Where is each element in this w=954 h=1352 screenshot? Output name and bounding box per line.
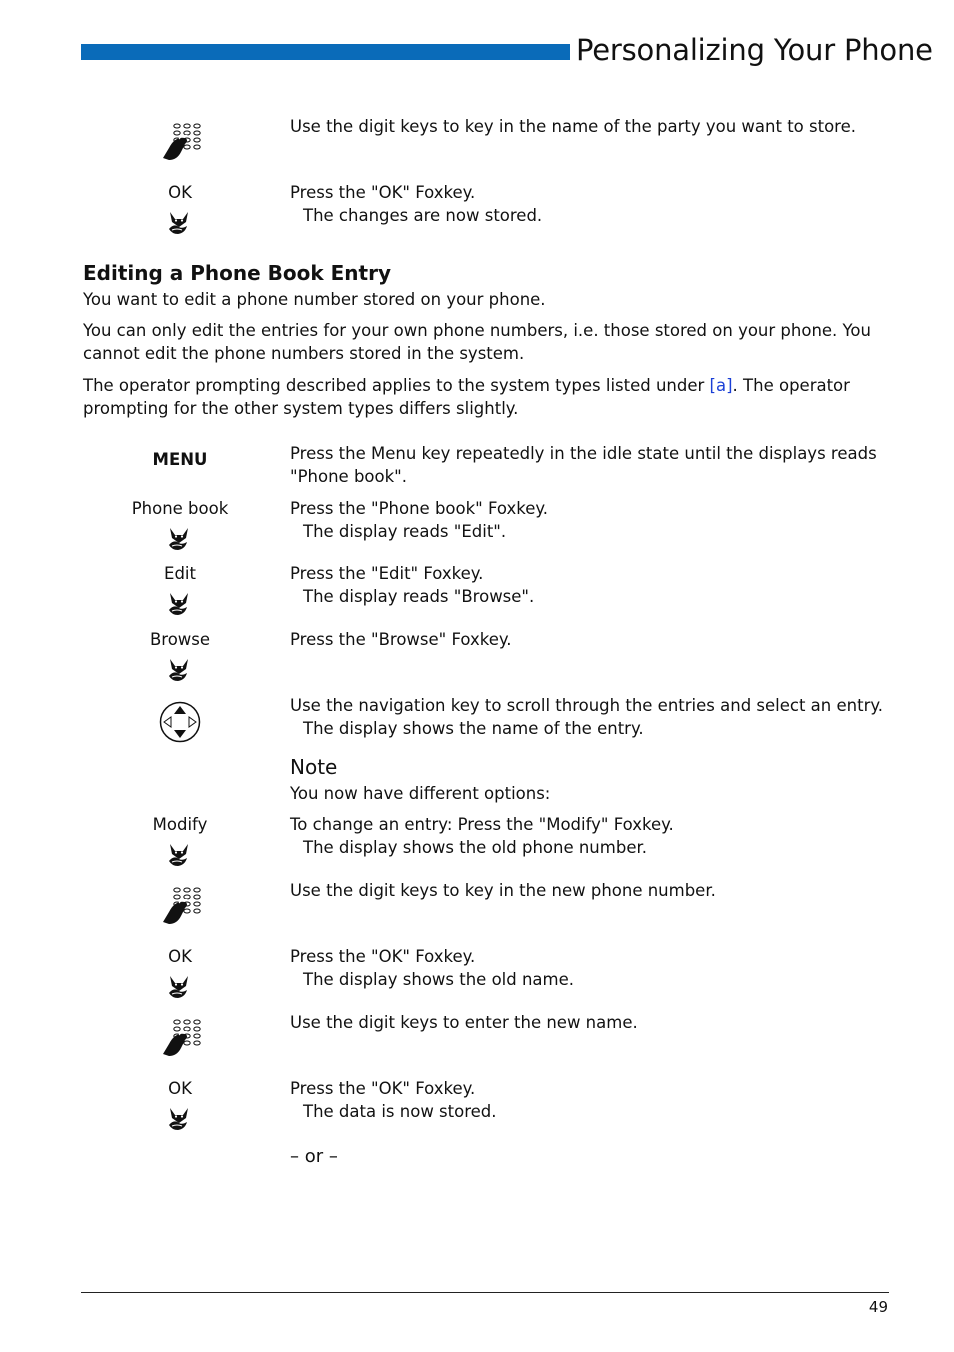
step-result: The data is now stored.	[303, 1102, 497, 1121]
keypad-icon	[161, 886, 211, 928]
step-result: The display shows the name of the entry.	[303, 719, 644, 738]
step-result: The changes are now stored.	[303, 206, 543, 225]
step-result: The display reads "Edit".	[303, 522, 507, 541]
step-label: Edit	[164, 564, 196, 583]
step-main: Press the "OK" Foxkey.	[290, 947, 476, 966]
step-text	[290, 181, 890, 227]
navigation-key-icon[interactable]	[158, 700, 202, 744]
section-title: Editing a Phone Book Entry	[83, 261, 391, 285]
step-text: Use the digit keys to key in the name of the party you want to store.	[290, 117, 856, 136]
paragraph	[83, 374, 893, 420]
paragraph-text: . The operator prompting for the other system types differs slightly.	[83, 376, 850, 418]
step-text	[290, 694, 890, 740]
step-label: Browse	[149, 630, 211, 649]
step-main: Press the "OK" Foxkey.	[290, 183, 476, 202]
keypad-icon	[161, 122, 211, 164]
step-text	[290, 945, 890, 991]
step-text	[290, 813, 890, 859]
reference-link[interactable]: [a]	[709, 376, 733, 395]
step-text	[290, 1077, 890, 1123]
foxkey-icon[interactable]	[166, 591, 192, 617]
step-text	[290, 562, 890, 608]
keypad-icon	[161, 1018, 211, 1060]
step-text: Press the Menu key repeatedly in the idle state until the displays reads "Phone book".	[290, 444, 877, 486]
step-text: Use the digit keys to enter the new name.	[290, 1013, 638, 1032]
paragraph: You can only edit the entries for your own phone numbers, i.e. those stored on your phone. You cannot edit the phone numbers stored in the system.	[83, 321, 871, 363]
or-separator: – or –	[290, 1146, 338, 1167]
note-text: You now have different options:	[290, 784, 551, 803]
foxkey-icon[interactable]	[166, 657, 192, 683]
step-result: The display reads "Browse".	[303, 587, 535, 606]
header-bar	[81, 44, 570, 60]
step-main: Press the "Edit" Foxkey.	[290, 564, 484, 583]
step-main: Press the "Phone book" Foxkey.	[290, 499, 549, 518]
foxkey-icon[interactable]	[166, 526, 192, 552]
step-text	[290, 497, 890, 543]
page-number: 49	[868, 1298, 888, 1316]
paragraph: You want to edit a phone number stored on your phone.	[83, 290, 546, 309]
foxkey-icon[interactable]	[166, 842, 192, 868]
step-label: Modify	[152, 815, 208, 834]
step-result: The display shows the old phone number.	[303, 838, 647, 857]
note-title: Note	[290, 755, 338, 779]
step-label: Phone book	[131, 499, 229, 518]
step-result: The display shows the old name.	[303, 970, 575, 989]
paragraph-text: The operator prompting described applies to the system types listed under	[83, 376, 705, 395]
step-text: Press the "Browse" Foxkey.	[290, 630, 512, 649]
step-label: OK	[168, 1079, 192, 1098]
foxkey-icon[interactable]	[166, 210, 192, 236]
step-main: Press the "OK" Foxkey.	[290, 1079, 476, 1098]
step-label: OK	[168, 183, 192, 202]
step-label: OK	[168, 947, 192, 966]
menu-key-label[interactable]: MENU	[152, 450, 208, 469]
foxkey-icon[interactable]	[166, 1106, 192, 1132]
foxkey-icon[interactable]	[166, 974, 192, 1000]
footer-rule	[81, 1292, 889, 1293]
step-text: Use the digit keys to key in the new phone number.	[290, 881, 716, 900]
step-main: Use the navigation key to scroll through the entries and select an entry.	[290, 696, 884, 715]
page-header-title: Personalizing Your Phone	[576, 33, 933, 67]
step-main: To change an entry: Press the "Modify" Foxkey.	[290, 815, 674, 834]
